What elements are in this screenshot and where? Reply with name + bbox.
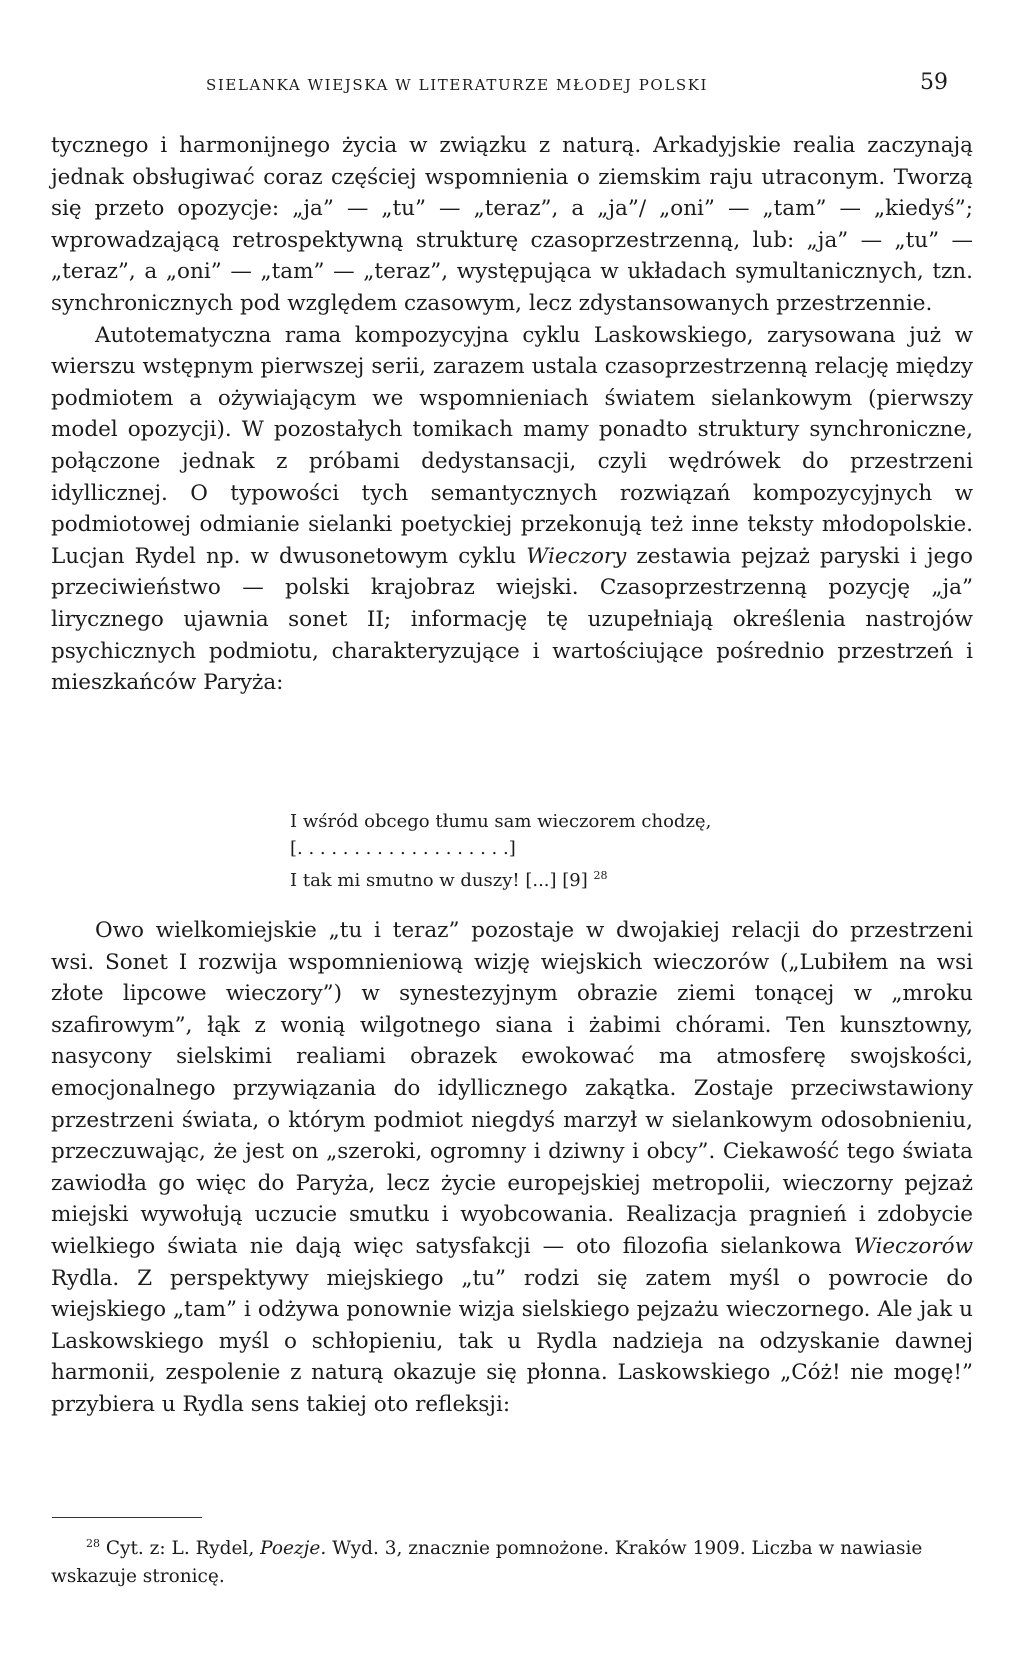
paragraph-text-start: Autotematyczna rama kompozycyjna cyklu Laskowskiego, zarysowana już w wierszu wstępnym pierwszej serii, zarazem ustala czasoprzestrzenną relację między podmiotem a ożywiającym we wspomnieniach światem sielankowym (pierwszy model opozycji). W pozostałych tomikach mamy ponadto struktury synchroniczne, połączone jednak z próbami dedystansacji, czyli wędrówek do przestrzeni idyllicznej. O typowości tych semantycznych rozwiązań kompozycyjnych w podmiotowej odmianie sielanki poetyckiej przekonują też inne teksty młodopolskie. Lucjan Rydel np. w dwusonetowym cyklu bbox=[51, 322, 973, 569]
main-text-lower bbox=[51, 915, 973, 1421]
verse-line-3-text: I tak mi smutno w duszy! [...] [9] bbox=[290, 870, 594, 891]
footnote-text bbox=[51, 1530, 973, 1591]
footnote-text-end: Wyd. 3, znacznie pomnożone. Kraków 1909. Liczba w nawiasie wskazuje stronicę. bbox=[51, 1538, 923, 1588]
footnote-reference: 28 bbox=[593, 869, 608, 882]
verse-line-1: I wśród obcego tłumu sam wieczorem chodzę, bbox=[290, 811, 712, 832]
paragraph-autotematyczna bbox=[51, 320, 973, 699]
verse-line-3 bbox=[290, 862, 790, 894]
footnote-number: 28 bbox=[86, 1537, 100, 1550]
page-number: 59 bbox=[920, 70, 948, 95]
footnote-text-start: Cyt. z: L. Rydel, bbox=[100, 1538, 261, 1560]
paragraph-text-end: Rydla. Z perspektywy miejskiego „tu” rodzi się zatem myśl o powrocie do wiejskiego „tam” i odżywa ponownie wizja sielskiego pejzażu wieczornego. Ale jak u Laskowskiego myśl o schłopieniu, tak u Rydla nadzieja na odzyskanie dawnej harmonii, zespolenie z naturą okazuje się płonna. Laskowskiego „Cóż! nie mogę!” przybiera u Rydla sens takiej oto refleksji: bbox=[51, 1265, 973, 1417]
running-title: SIELANKA WIEJSKA W LITERATURZE MŁODEJ POLSKI bbox=[206, 76, 709, 94]
paragraph-text-end: zestawia pejzaż paryski i jego przeciwieństwo — polski krajobraz wiejski. Czasoprzestrzenną pozycję „ja” lirycznego ujawnia sonet II; informację tę uzupełniają określenia nastrojów psychicznych podmiotu, charakteryzujące i wartościujące pośrednio przestrzeń i mieszkańców Paryża: bbox=[51, 543, 973, 696]
footnote-work-title: Poezje. bbox=[260, 1538, 327, 1560]
work-title-wieczorow: Wieczorów bbox=[853, 1233, 973, 1259]
paragraph-owo-wielkomiejskie bbox=[51, 915, 973, 1421]
verse-ellipsis-line: [. . . . . . . . . . . . . . . . . . .] bbox=[290, 838, 516, 859]
footnote-divider bbox=[52, 1517, 202, 1518]
main-text-upper bbox=[51, 130, 973, 699]
verse-quotation bbox=[290, 808, 790, 894]
footnote bbox=[51, 1530, 973, 1591]
paragraph-text-start: Owo wielkomiejskie „tu i teraz” pozostaje w dwojakiej relacji do przestrzeni wsi. Sonet I rozwija wspomnieniową wizję wiejskich wieczorów („Lubiłem na wsi złote lipcowe wieczory”) w synestezyjnym obrazie ziemi tonącej w „mroku szafirowym”, łąk z wonią wilgotnego siana i żabimi chórami. Ten kunsztowny, nasycony sielskimi realiami obrazek ewokować ma atmosferę swojskości, emocjonalnego przywiązania do idyllicznego zakątka. Zostaje przeciwstawiony przestrzeni świata, o którym podmiot niegdyś marzył w sielankowym odosobnieniu, przeczuwając, że jest on „szeroki, ogromny i dziwny i obcy”. Ciekawość tego świata zawiodła go więc do Paryża, lecz życie europejskiej metropolii, wieczorny pejzaż miejski wywołują uczucie smutku i wyobcowania. Realizacja pragnień i zdobycie wielkiego świata nie dają więc satysfakcji — oto filozofia sielankowa bbox=[51, 918, 973, 1259]
work-title-wieczory: Wieczory bbox=[526, 543, 627, 569]
paragraph-continuation: tycznego i harmonijnego życia w związku z naturą. Arkadyjskie realia zaczynają jednak obsługiwać coraz częściej wspomnienia o ziemskim raju utraconym. Tworzą się przeto opozycje: „ja” — „tu” — „teraz”, a „ja”/ „oni” — „tam” — „kiedyś”; wprowadzającą retrospektywną strukturę czasoprzestrzenną, lub: „ja” — „tu” — „teraz”, a „oni” — „tam” — „teraz”, występująca w układach symultanicznych, tzn. synchronicznych pod względem czasowym, lecz zdystansowanych przestrzennie. bbox=[51, 133, 973, 316]
